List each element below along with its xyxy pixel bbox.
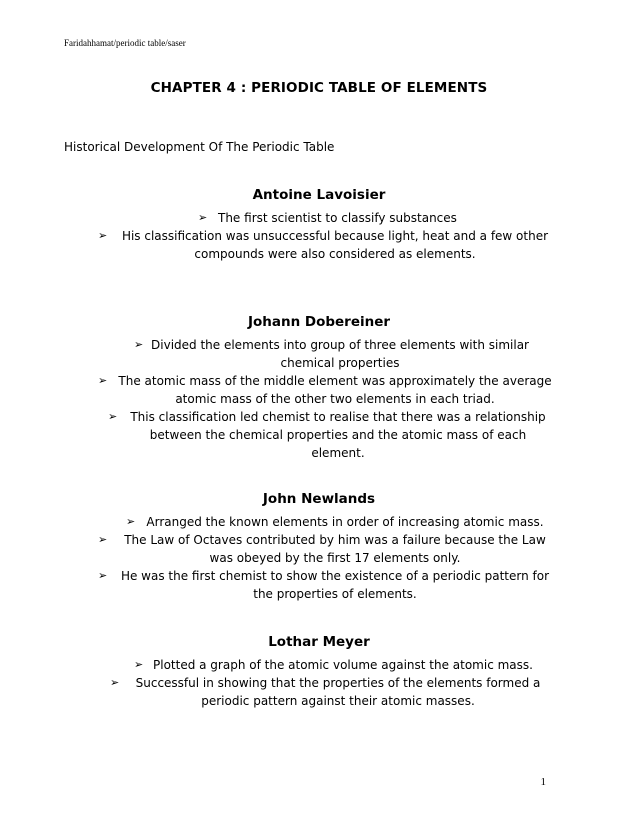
bullet-text: Successful in showing that the properties of the elements formed a periodic pattern against their atomic masses. (135, 676, 541, 708)
bullet-text: Plotted a graph of the atomic volume against the atomic mass. (153, 658, 533, 672)
bullet-text: His classification was unsuccessful because light, heat and a few other compounds were also considered as elements. (121, 229, 549, 261)
scientist-heading-lavoisier: Antoine Lavoisier (252, 187, 386, 203)
bullet-point (134, 656, 534, 674)
chapter-title: CHAPTER 4 : PERIODIC TABLE OF ELEMENTS (150, 80, 488, 96)
bullet-arrow-icon: ➢ (134, 338, 144, 351)
bullet-point (98, 227, 554, 263)
bullet-point (198, 209, 468, 227)
bullet-text: This classification led chemist to realise that there was a relationship between the chemical properties and the atomic mass of each element. (130, 410, 546, 460)
bullet-text: The first scientist to classify substances (218, 211, 457, 225)
bullet-arrow-icon: ➢ (98, 229, 108, 242)
bullet-arrow-icon: ➢ (110, 676, 120, 689)
bullet-point (108, 408, 550, 462)
bullet-point (98, 567, 554, 603)
page-number: 1 (540, 776, 546, 788)
bullet-arrow-icon: ➢ (108, 410, 118, 423)
bullet-point (98, 372, 554, 408)
bullet-arrow-icon: ➢ (134, 658, 144, 671)
scientist-heading-meyer: Lothar Meyer (268, 634, 370, 650)
bullet-text: The atomic mass of the middle element was approximately the average atomic mass of the other two elements in each triad. (118, 374, 552, 406)
bullet-arrow-icon: ➢ (98, 569, 108, 582)
bullet-text: Divided the elements into group of three elements with similar chemical properties (151, 338, 529, 370)
running-header: Faridahhamat/periodic table/saser (64, 38, 186, 48)
bullet-arrow-icon: ➢ (198, 211, 208, 224)
scientist-heading-dobereiner: Johann Dobereiner (247, 314, 391, 330)
bullet-arrow-icon: ➢ (126, 515, 136, 528)
bullet-text: Arranged the known elements in order of increasing atomic mass. (146, 515, 544, 529)
bullet-text: The Law of Octaves contributed by him was a failure because the Law was obeyed by the first 17 elements only. (124, 533, 546, 565)
section-subheading: Historical Development Of The Periodic Table (64, 140, 335, 154)
bullet-point (110, 674, 548, 710)
bullet-point (126, 513, 546, 531)
bullet-text: He was the first chemist to show the existence of a periodic pattern for the properties of elements. (120, 569, 550, 601)
scientist-heading-newlands: John Newlands (262, 491, 376, 507)
bullet-arrow-icon: ➢ (98, 374, 108, 387)
bullet-point (98, 531, 554, 567)
bullet-point (134, 336, 530, 372)
bullet-arrow-icon: ➢ (98, 533, 108, 546)
